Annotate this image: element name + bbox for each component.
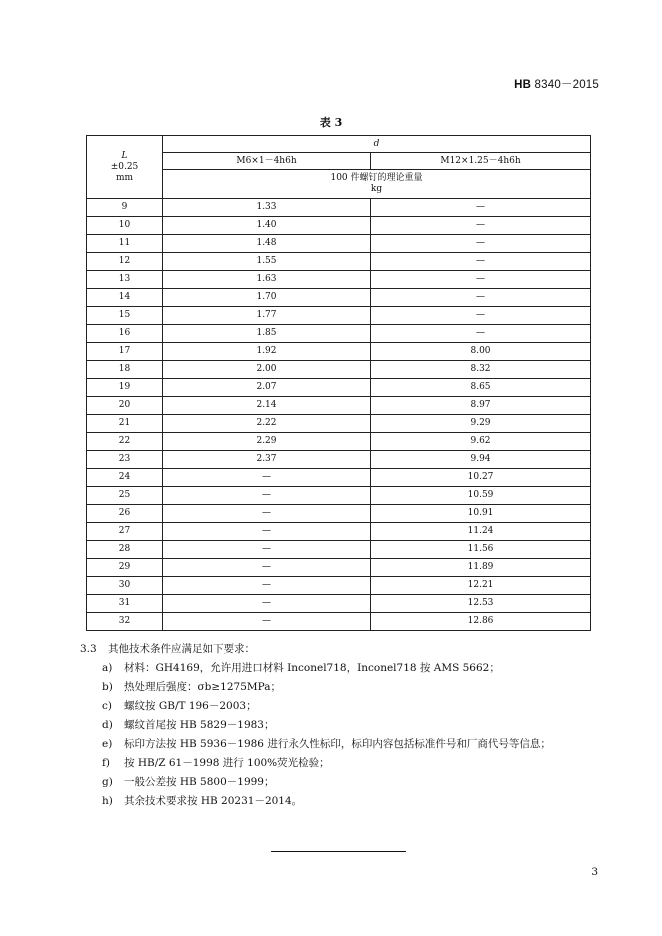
length-cell: 19 bbox=[87, 379, 163, 397]
m6-weight-cell: — bbox=[163, 469, 371, 487]
requirement-item bbox=[102, 773, 551, 792]
m6-weight-cell: — bbox=[163, 541, 371, 559]
requirement-text: 其余技术要求按 HB 20231－2014。 bbox=[124, 795, 303, 807]
length-cell: 25 bbox=[87, 487, 163, 505]
requirement-text: 材料：GH4169，允许用进口材料 Inconel718，Inconel718 按 AMS 5662； bbox=[124, 662, 500, 674]
m12-weight-cell: 9.94 bbox=[371, 451, 591, 469]
m6-weight-cell: — bbox=[163, 613, 371, 631]
m12-weight-cell: 9.29 bbox=[371, 415, 591, 433]
weight-label: 100 件螺钉的理论重量 bbox=[330, 173, 423, 183]
m12-weight-cell: 9.62 bbox=[371, 433, 591, 451]
m6-weight-cell: — bbox=[163, 487, 371, 505]
requirement-label: h) bbox=[102, 795, 113, 807]
m6-weight-cell: — bbox=[163, 595, 371, 613]
m12-weight-cell: 8.00 bbox=[371, 343, 591, 361]
requirement-label: f) bbox=[102, 757, 110, 769]
m6-weight-cell: 1.92 bbox=[163, 343, 371, 361]
length-cell: 30 bbox=[87, 577, 163, 595]
standard-prefix: HB bbox=[514, 79, 532, 91]
requirement-item bbox=[102, 754, 551, 773]
m6-weight-cell: — bbox=[163, 523, 371, 541]
m12-weight-cell: 10.91 bbox=[371, 505, 591, 523]
section-title: 其他技术条件应满足如下要求： bbox=[108, 643, 255, 655]
m12-weight-cell: 8.65 bbox=[371, 379, 591, 397]
requirement-text: 按 HB/Z 61－1998 进行 100%荧光检验； bbox=[124, 757, 330, 769]
table-row bbox=[87, 541, 591, 559]
table-row bbox=[87, 325, 591, 343]
m12-weight-cell: — bbox=[371, 217, 591, 235]
m6-weight-cell: 1.70 bbox=[163, 289, 371, 307]
weight-unit: kg bbox=[370, 184, 383, 194]
length-cell: 29 bbox=[87, 559, 163, 577]
table-row bbox=[87, 613, 591, 631]
table-row bbox=[87, 451, 591, 469]
length-cell: 28 bbox=[87, 541, 163, 559]
m6-weight-cell: 2.14 bbox=[163, 397, 371, 415]
m6-weight-cell: 1.85 bbox=[163, 325, 371, 343]
m6-weight-cell: 1.55 bbox=[163, 253, 371, 271]
m12-weight-cell: — bbox=[371, 235, 591, 253]
length-cell: 18 bbox=[87, 361, 163, 379]
length-cell: 15 bbox=[87, 307, 163, 325]
length-cell: 14 bbox=[87, 289, 163, 307]
m12-weight-cell: — bbox=[371, 289, 591, 307]
m6-weight-cell: — bbox=[163, 559, 371, 577]
requirement-text: 螺纹首尾按 HB 5829－1983； bbox=[124, 719, 275, 731]
requirement-label: b) bbox=[102, 681, 113, 693]
table-row bbox=[87, 397, 591, 415]
table-row bbox=[87, 235, 591, 253]
section-number: 3.3 bbox=[80, 643, 97, 655]
m6-weight-cell: 2.22 bbox=[163, 415, 371, 433]
table-row bbox=[87, 217, 591, 235]
length-cell: 27 bbox=[87, 523, 163, 541]
table-row bbox=[87, 505, 591, 523]
requirement-item bbox=[102, 697, 551, 716]
m12-weight-cell: 12.53 bbox=[371, 595, 591, 613]
length-cell: 31 bbox=[87, 595, 163, 613]
m6-weight-cell: 1.48 bbox=[163, 235, 371, 253]
m12-weight-cell: 8.97 bbox=[371, 397, 591, 415]
length-cell: 9 bbox=[87, 199, 163, 217]
m6-weight-cell: 2.37 bbox=[163, 451, 371, 469]
length-cell: 22 bbox=[87, 433, 163, 451]
requirement-text: 螺纹按 GB/T 196－2003； bbox=[124, 700, 257, 712]
standard-number bbox=[514, 76, 599, 92]
table-row bbox=[87, 415, 591, 433]
length-cell: 12 bbox=[87, 253, 163, 271]
m6-weight-cell: — bbox=[163, 505, 371, 523]
header-length-cell bbox=[87, 136, 163, 199]
m12-weight-cell: — bbox=[371, 253, 591, 271]
m12-weight-cell: 11.56 bbox=[371, 541, 591, 559]
table-row bbox=[87, 523, 591, 541]
m12-weight-cell: — bbox=[371, 199, 591, 217]
length-symbol: L bbox=[121, 150, 128, 161]
requirements-heading bbox=[80, 641, 255, 656]
requirement-item bbox=[102, 735, 551, 754]
m6-weight-cell: 1.33 bbox=[163, 199, 371, 217]
requirement-label: c) bbox=[102, 700, 112, 712]
length-unit: mm bbox=[115, 172, 134, 183]
requirement-label: a) bbox=[102, 662, 113, 674]
requirement-text: 一般公差按 HB 5800－1999； bbox=[124, 776, 275, 788]
m6-weight-cell: 2.07 bbox=[163, 379, 371, 397]
page-number: 3 bbox=[591, 866, 598, 878]
table-row bbox=[87, 271, 591, 289]
length-cell: 26 bbox=[87, 505, 163, 523]
m6-weight-cell: 2.29 bbox=[163, 433, 371, 451]
length-cell: 11 bbox=[87, 235, 163, 253]
length-cell: 20 bbox=[87, 397, 163, 415]
weight-table bbox=[86, 135, 591, 631]
header-size-m12: M12×1.25－4h6h bbox=[371, 153, 591, 170]
m6-weight-cell: 1.40 bbox=[163, 217, 371, 235]
table-row bbox=[87, 253, 591, 271]
requirement-item bbox=[102, 678, 551, 697]
m12-weight-cell: 10.59 bbox=[371, 487, 591, 505]
requirement-item bbox=[102, 716, 551, 735]
m12-weight-cell: 12.21 bbox=[371, 577, 591, 595]
table-row bbox=[87, 343, 591, 361]
m12-weight-cell: 10.27 bbox=[371, 469, 591, 487]
requirement-label: e) bbox=[102, 738, 113, 750]
requirement-text: 标印方法按 HB 5936－1986 进行永久性标印，标印内容包括标准件号和厂商代号等信息； bbox=[124, 738, 551, 750]
length-tolerance: ±0.25 bbox=[110, 161, 139, 172]
length-cell: 10 bbox=[87, 217, 163, 235]
table-row bbox=[87, 433, 591, 451]
length-cell: 32 bbox=[87, 613, 163, 631]
table-row bbox=[87, 199, 591, 217]
table-row bbox=[87, 289, 591, 307]
end-rule bbox=[271, 851, 406, 852]
table-row bbox=[87, 307, 591, 325]
m12-weight-cell: — bbox=[371, 307, 591, 325]
header-diameter: d bbox=[163, 136, 591, 153]
m12-weight-cell: 8.32 bbox=[371, 361, 591, 379]
requirement-label: d) bbox=[102, 719, 113, 731]
m12-weight-cell: — bbox=[371, 325, 591, 343]
table-row bbox=[87, 595, 591, 613]
length-cell: 23 bbox=[87, 451, 163, 469]
table-row bbox=[87, 559, 591, 577]
table-title: 表 3 bbox=[319, 116, 343, 129]
m6-weight-cell: 1.63 bbox=[163, 271, 371, 289]
m12-weight-cell: 11.89 bbox=[371, 559, 591, 577]
table-row bbox=[87, 361, 591, 379]
table-row bbox=[87, 487, 591, 505]
length-cell: 21 bbox=[87, 415, 163, 433]
table-row bbox=[87, 379, 591, 397]
requirement-item bbox=[102, 792, 551, 811]
table-row bbox=[87, 469, 591, 487]
m6-weight-cell: 1.77 bbox=[163, 307, 371, 325]
length-cell: 24 bbox=[87, 469, 163, 487]
requirement-label: g) bbox=[102, 776, 113, 788]
requirement-item bbox=[102, 659, 551, 678]
m12-weight-cell: — bbox=[371, 271, 591, 289]
requirements-list bbox=[102, 659, 551, 811]
table-row bbox=[87, 577, 591, 595]
m6-weight-cell: — bbox=[163, 577, 371, 595]
header-weight bbox=[163, 170, 591, 199]
requirement-text: 热处理后强度：σb≥1275MPa； bbox=[124, 681, 282, 693]
length-cell: 13 bbox=[87, 271, 163, 289]
length-cell: 16 bbox=[87, 325, 163, 343]
m12-weight-cell: 11.24 bbox=[371, 523, 591, 541]
length-cell: 17 bbox=[87, 343, 163, 361]
header-size-m6: M6×1－4h6h bbox=[163, 153, 371, 170]
standard-code: 8340－2015 bbox=[534, 79, 599, 91]
m6-weight-cell: 2.00 bbox=[163, 361, 371, 379]
m12-weight-cell: 12.86 bbox=[371, 613, 591, 631]
